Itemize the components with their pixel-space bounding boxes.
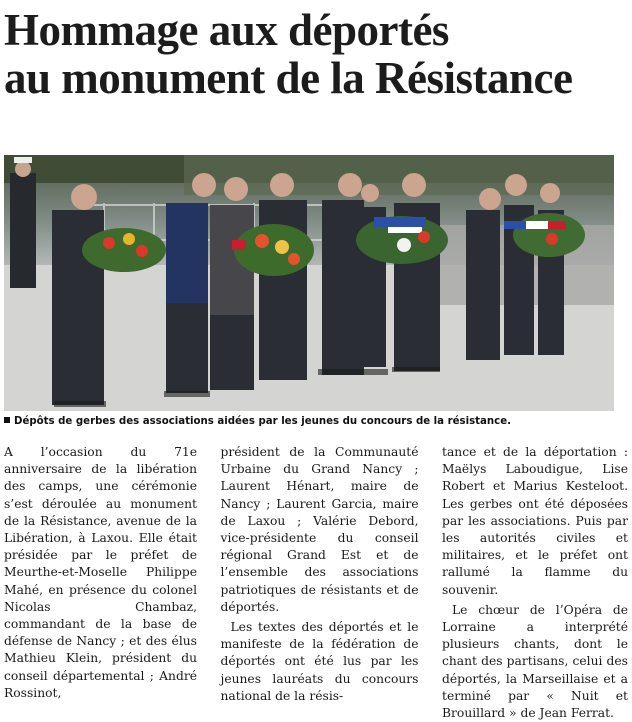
column-2-paragraph-1: président de la Communauté Urbaine du Grand Nancy ; Laurent Hénart, maire de Nancy ; Laurent Garcia, maire de Laxou ; Valérie Debord, vice-présidente du conseil régional Grand Est et de l’ensemble des associations patriotiques de résistants et de déportés.	[220, 445, 419, 614]
column-2-paragraph-2: Les textes des déportés et le manifeste de la fédération de déportés ont été lus par les jeunes lauréats du concours national de la résis-	[220, 620, 419, 703]
column-3-paragraph-2: Le chœur de l’Opéra de Lorraine a interprété plusieurs chants, dont le chant des partisans, celui des déportés, la Marseillaise et a terminé par « Nuit et Brouillard » de Jean Ferrat.	[442, 602, 628, 721]
article-column-2	[220, 444, 419, 703]
article-column-1	[4, 444, 197, 700]
headline-line-2: au monument de la Résistance	[4, 53, 573, 103]
column-1-paragraph-1: A l’occasion du 71e anniversaire de la libération des camps, une cérémonie s’est déroulée au monument de la Résistance, avenue de la Libération, à Laxou. Elle était présidée par le préfet de Meurthe-et-Moselle Philippe Mahé, en présence du colonel Nicolas Chambaz, commandant de la base de défense de Nancy ; et des élus Mathieu Klein, président du conseil départemental ; André Rossinot,	[4, 445, 197, 700]
article-body	[4, 444, 628, 721]
caption-text: Dépôts de gerbes des associations aidées par les jeunes du concours de la résistance.	[14, 416, 511, 427]
headline	[4, 6, 628, 102]
article-column-3	[442, 444, 628, 721]
caption-bullet-icon	[4, 417, 10, 423]
ceremony-photo	[4, 155, 614, 411]
photo-caption	[4, 416, 628, 427]
headline-line-1: Hommage aux déportés	[4, 5, 449, 55]
column-3-paragraph-1: tance et de la déportation : Maëlys Laboudigue, Lise Robert et Marius Kesteloot. Les gerbes ont été déposées par les associations. Puis par les autorités civiles et militaires, et le préfet ont rallumé la flamme du souvenir.	[442, 445, 628, 597]
